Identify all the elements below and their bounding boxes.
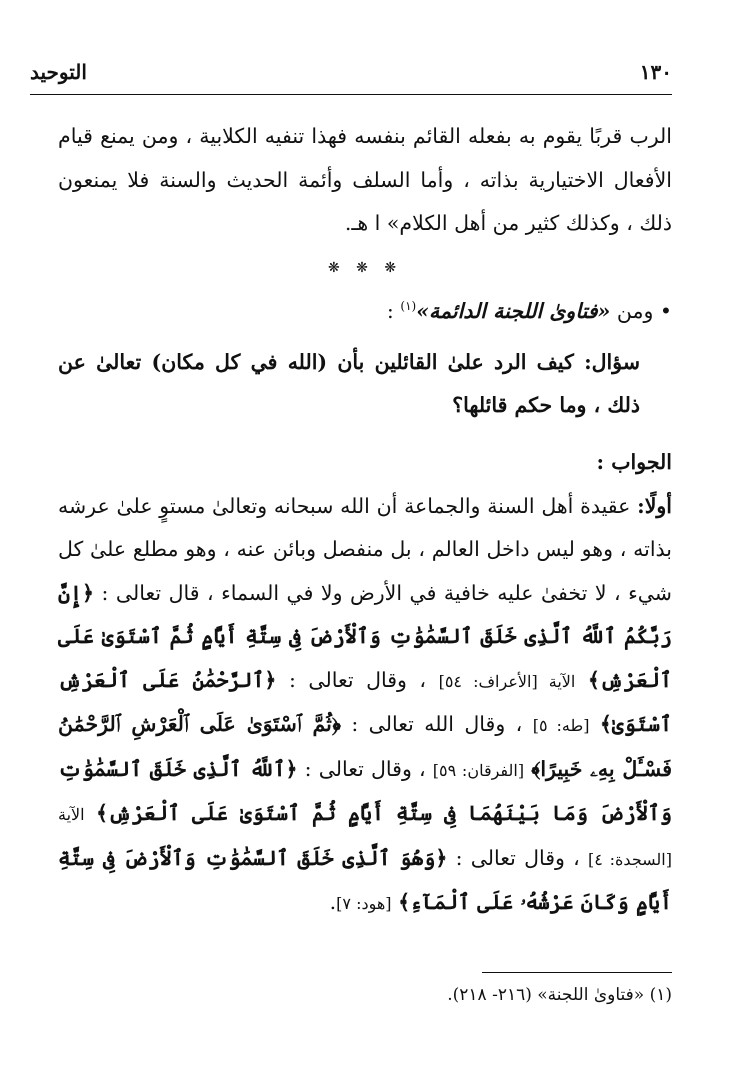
verse-4: ﴿ٱللَّهُ ٱلَّذِى خَلَقَ ٱلسَّمَٰوَٰتِ وَٱلْأَرْضَ وَمَا بَيْنَهُمَا فِى سِتَّةِ أَيَّامٍ ثُمَّ ٱسْتَوَىٰ عَلَى ٱلْعَرْشِ﴾ <box>58 756 672 825</box>
connector-2: ، وقال الله تعالى : <box>351 712 523 736</box>
source-suffix: : <box>386 298 394 323</box>
connector-4: ، وقال تعالى : <box>455 845 580 870</box>
answer-lead: أولًا: <box>637 493 672 518</box>
verse-3: ﴿ثُمَّ ٱسْتَوَىٰ عَلَى ٱلْعَرْشِ ٱلرَّحْمَٰنُ فَسْـَٔلْ بِهِۦ خَبِيرًا﴾ <box>58 712 672 781</box>
answer-title: الجواب : <box>596 450 672 474</box>
verse-3-reference: [الفرقان: ٥٩] <box>432 760 525 780</box>
answer-text: عقيدة أهل السنة والجماعة أن الله سبحانه وتعالىٰ مستوٍ علىٰ عرشه بذاته ، وهو ليس داخل العالم ، بل منفصل وبائن عنه ، وهو مطلع علىٰ كل شيء ، لا تخفىٰ عليه خافية في الأرض ولا في السماء ، قال تعالى : <box>58 493 672 605</box>
verse-1-reference: الآية [الأعراف: ٥٤] <box>438 671 576 691</box>
paragraph-end: . <box>329 890 337 914</box>
connector-1: ، وقال تعالى : <box>288 667 427 692</box>
page-body <box>58 115 672 926</box>
running-header <box>30 52 672 92</box>
verse-1: ﴿إِنَّ رَبَّكُمُ ٱللَّهُ ٱلَّذِى خَلَقَ ٱلسَّمَٰوَٰتِ وَٱلْأَرْضَ فِى سِتَّةِ أَيَّامٍ ثُمَّ ٱسْتَوَىٰ عَلَى ٱلْعَرْشِ﴾ <box>58 580 672 692</box>
footnote-marker: (١) <box>400 298 417 313</box>
footnote-rule <box>482 972 672 973</box>
footnote: (١) «فتاوىٰ اللجنة» (٢١٦- ٢١٨). <box>447 985 672 1005</box>
source-prefix: • ومن <box>616 298 672 323</box>
header-rule <box>30 94 672 95</box>
verse-2-reference: [طه: ٥] <box>532 716 590 735</box>
connector-3: ، وقال تعالى : <box>304 756 426 781</box>
verse-5-reference: [هود: ٧] <box>336 894 392 913</box>
verse-5: ﴿وَهُوَ ٱلَّذِى خَلَقَ ٱلسَّمَٰوَٰتِ وَٱلْأَرْضَ فِى سِتَّةِ أَيَّامٍ وَكَانَ عَرْشُهُۥ عَلَى ٱلْمَآءِ﴾ <box>58 845 672 914</box>
verse-4-reference: الآية [السجدة: ٤] <box>58 805 672 869</box>
paragraph-continuation: الرب قربًا يقوم به بفعله القائم بنفسه فهذا تنفيه الكلابية ، ومن يمنع قيام الأفعال الاختيارية بذاته ، وأما السلف وأئمة الحديث والسنة فلا يمنعون ذلك ، وكذلك كثير من أهل الكلام» ا هـ. <box>58 124 672 235</box>
source-title: «فتاوىٰ اللجنة الدائمة» <box>416 298 611 323</box>
source-line <box>58 290 672 334</box>
answer-paragraph <box>58 485 672 926</box>
question: سؤال: كيف الرد علىٰ القائلين بأن (الله في كل مكان) تعالىٰ عن ذلك ، وما حكم قائلها؟ <box>58 350 640 417</box>
verse-2: ﴿ٱلرَّحْمَٰنُ عَلَى ٱلْعَرْشِ ٱسْتَوَىٰ﴾ <box>58 667 672 736</box>
book-title: التوحيد <box>30 60 87 84</box>
section-separator: ❋ ❋ ❋ <box>327 259 403 276</box>
page-number: ١٣٠ <box>639 60 672 84</box>
